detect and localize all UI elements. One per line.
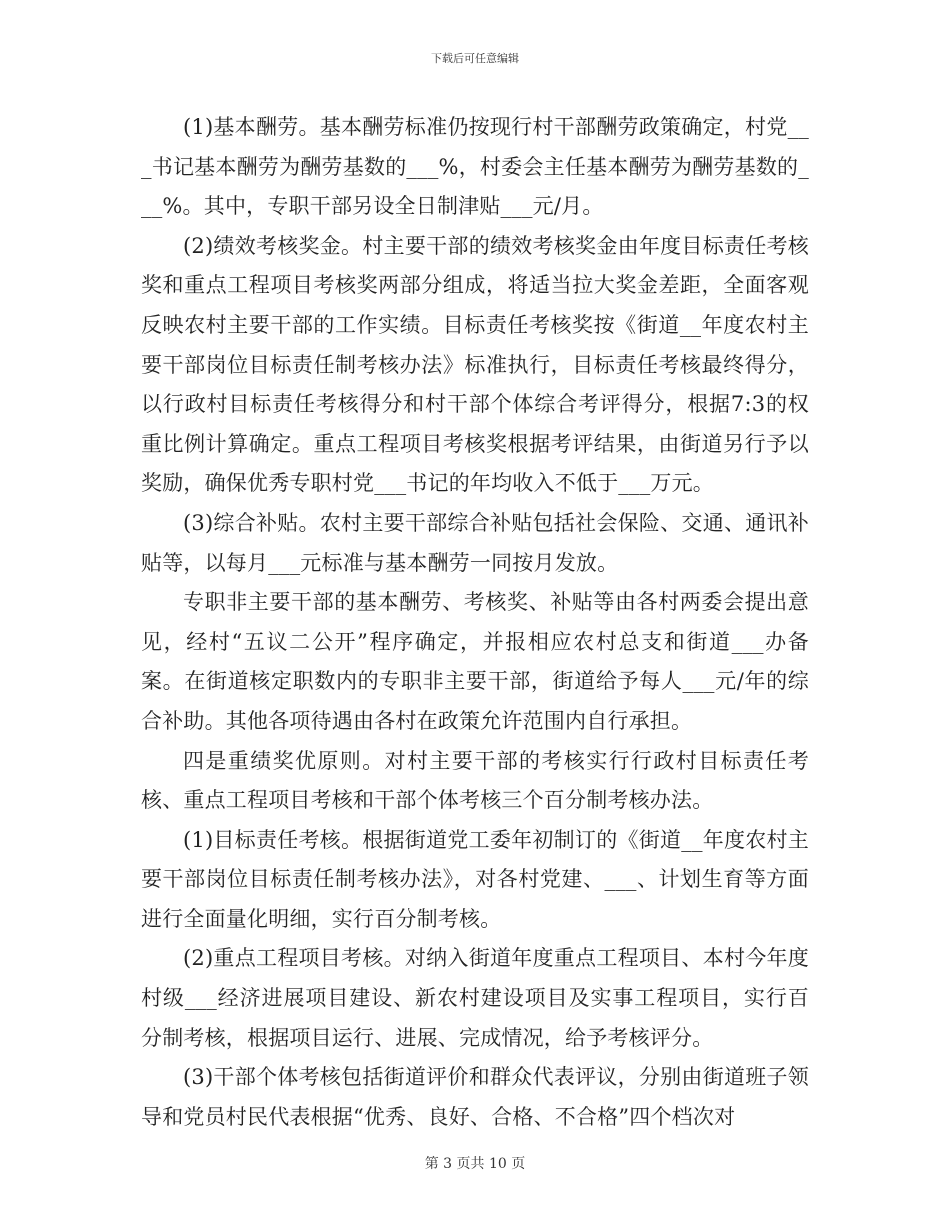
paragraph-basic-pay: (1)基本酬劳。基本酬劳标准仍按现行村干部酬劳政策确定，村党___书记基本酬劳为酬劳基数的___%，村委会主任基本酬劳为酬劳基数的___%。其中，专职干部另设全日制津贴___元/月。: [141, 115, 809, 219]
paragraph-individual-assessment: (3)干部个体考核包括街道评价和群众代表评议，分别由街道班子领导和党员村民代表根据“优秀、良好、合格、不合格”四个档次对: [141, 1065, 809, 1129]
paragraph-non-main-cadres: 专职非主要干部的基本酬劳、考核奖、补贴等由各村两委会提出意见，经村“五议二公开”程序确定，并报相应农村总支和街道___办备案。在街道核定职数内的专职非主要干部，街道给予每人___元/年的综合补助。其他各项待遇由各村在政策允许范围内自行承担。: [141, 590, 809, 733]
page-number: 第 3 页共 10 页: [424, 1156, 526, 1172]
paragraph-performance-bonus: (2)绩效考核奖金。村主要干部的绩效考核奖金由年度目标责任考核奖和重点工程项目考核奖两部分组成，将适当拉大奖金差距，全面客观反映农村主要干部的工作实绩。目标责任考核奖按《街道__年度农村主要干部岗位目标责任制考核办法》标准执行，目标责任考核最终得分，以行政村目标责任考核得分和村干部个体综合考评得分，根据7:3的权重比例计算确定。重点工程项目考核奖根据考评结果，由街道另行予以奖励，确保优秀专职村党___书记的年均收入不低于___万元。: [141, 233, 809, 496]
paragraph-principle-four: 四是重绩奖优原则。对村主要干部的考核实行行政村目标责任考核、重点工程项目考核和干部个体考核三个百分制考核办法。: [141, 748, 809, 813]
paragraph-subsidy: (3)综合补贴。农村主要干部综合补贴包括社会保险、交通、通讯补贴等，以每月___元标准与基本酬劳一同按月发放。: [141, 510, 809, 575]
paragraph-target-assessment: (1)目标责任考核。根据街道党工委年初制订的《街道__年度农村主要干部岗位目标责任制考核办法》，对各村党建、___、计划生育等方面进行全面量化明细，实行百分制考核。: [141, 827, 809, 931]
page-header: 下载后可任意编辑: [431, 52, 519, 65]
document-body: [141, 108, 809, 1137]
paragraph-project-assessment: (2)重点工程项目考核。对纳入街道年度重点工程项目、本村今年度村级___经济进展项目建设、新农村建设项目及实事工程项目，实行百分制考核，根据项目运行、进展、完成情况，给予考核评分。: [141, 946, 809, 1050]
